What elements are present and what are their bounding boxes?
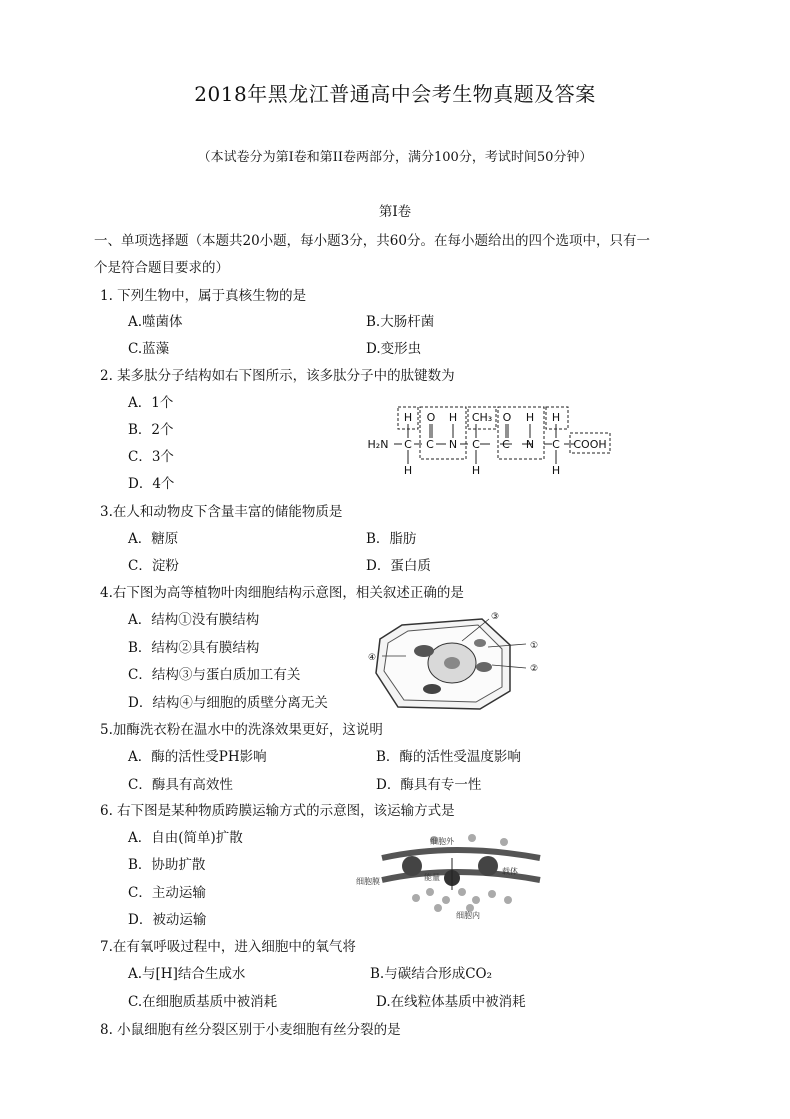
svg-text:O: O [426, 411, 436, 424]
fig-ch3: CH₃ [471, 411, 493, 424]
q5-option-d: D．酶具有专一性 [376, 777, 482, 793]
fig-label-2: ② [529, 664, 539, 674]
q4-option-c: C．结构③与蛋白质加工有关 [128, 667, 301, 683]
fig-outside-label: 细胞外 [430, 837, 454, 846]
plant-cell-figure [362, 611, 547, 711]
q3-option-b: B．脂肪 [366, 531, 417, 547]
section-heading-line1: 一、单项选择题（本题共20小题，每小题3分，共60分。在每小题给出的四个选项中，只有一 [94, 233, 650, 249]
q5-option-c: C．酶具有高效性 [128, 777, 233, 793]
q5-option-b: B．酶的活性受温度影响 [376, 749, 521, 765]
q7-option-a: A.与[H]结合生成水 [128, 966, 246, 982]
svg-text:H: H [448, 411, 458, 424]
fig-label-1: ① [529, 641, 539, 651]
membrane-transport-figure [354, 828, 554, 920]
svg-text:H: H [403, 464, 413, 477]
q5-stem: 5.加酶洗衣粉在温水中的洗涤效果更好，这说明 [100, 722, 383, 738]
q4-stem: 4.右下图为高等植物叶肉细胞结构示意图，相关叙述正确的是 [100, 585, 464, 601]
fig-label-3: ③ [490, 612, 500, 622]
q2-option-b: B．2个 [128, 422, 174, 438]
svg-text:C: C [502, 438, 510, 451]
q3-option-c: C．淀粉 [128, 558, 179, 574]
fig-cooh: COOH [573, 438, 607, 451]
svg-text:H: H [403, 411, 413, 424]
svg-text:H: H [551, 411, 561, 424]
svg-text:H: H [525, 411, 535, 424]
q4-option-b: B．结构②具有膜结构 [128, 640, 260, 656]
q1-option-b: B.大肠杆菌 [366, 314, 435, 330]
svg-text:H: H [471, 464, 481, 477]
fig-carrier-label: 载体 [502, 867, 518, 876]
q2-stem: 2. 某多肽分子结构如右下图所示，该多肽分子中的肽键数为 [100, 368, 455, 384]
page-title: 2018年黑龙江普通高中会考生物真题及答案 [194, 82, 596, 106]
q1-option-c: C.蓝藻 [128, 341, 170, 357]
q7-option-c: C.在细胞质基质中被消耗 [128, 994, 278, 1010]
q6-option-b: B．协助扩散 [128, 857, 206, 873]
svg-text:C: C [404, 438, 412, 451]
fig-membrane-label: 细胞膜 [356, 877, 380, 886]
q7-option-d: D.在线粒体基质中被消耗 [376, 994, 526, 1010]
q8-stem: 8. 小鼠细胞有丝分裂区别于小麦细胞有丝分裂的是 [100, 1022, 401, 1038]
q7-stem: 7.在有氧呼吸过程中，进入细胞中的氧气将 [100, 939, 356, 955]
svg-text:C: C [472, 438, 480, 451]
q2-option-d: D．4个 [128, 476, 175, 492]
q6-option-c: C．主动运输 [128, 885, 206, 901]
q3-option-a: A．糖原 [128, 531, 179, 547]
fig-label-4: ④ [367, 653, 377, 663]
q5-option-a: A．酶的活性受PH影响 [128, 749, 267, 765]
q6-stem: 6. 右下图是某种物质跨膜运输方式的示意图，该运输方式是 [100, 803, 455, 819]
svg-text:H: H [551, 464, 561, 477]
q3-option-d: D．蛋白质 [366, 558, 431, 574]
polypeptide-structure-figure [364, 404, 614, 479]
svg-text:C: C [552, 438, 560, 451]
q7-option-b: B.与碳结合形成CO₂ [370, 966, 493, 982]
q1-option-a: A.噬菌体 [128, 314, 183, 330]
q2-option-c: C．3个 [128, 449, 174, 465]
svg-text:N: N [525, 438, 535, 451]
svg-text:N: N [448, 438, 458, 451]
q3-stem: 3.在人和动物皮下含量丰富的储能物质是 [100, 504, 343, 520]
exam-note: （本试卷分为第Ⅰ卷和第II卷两部分，满分100分，考试时间50分钟） [197, 150, 593, 165]
q6-option-d: D．被动运输 [128, 912, 207, 928]
svg-text:C: C [426, 438, 434, 451]
q1-stem: 1. 下列生物中，属于真核生物的是 [100, 288, 307, 304]
q4-option-a: A．结构①没有膜结构 [128, 612, 260, 628]
fig-h2n: H₂N [367, 438, 389, 451]
q6-option-a: A．自由(简单)扩散 [128, 830, 243, 846]
volume-heading: 第Ⅰ卷 [378, 204, 412, 220]
svg-text:O: O [502, 411, 512, 424]
fig-inside-label: 细胞内 [456, 911, 480, 920]
q2-option-a: A．1个 [128, 395, 174, 411]
section-heading-line2: 个是符合题目要求的） [94, 260, 229, 276]
q4-option-d: D．结构④与细胞的质壁分离无关 [128, 695, 328, 711]
q1-option-d: D.变形虫 [366, 341, 422, 357]
fig-energy-label: 能量 [424, 873, 440, 882]
